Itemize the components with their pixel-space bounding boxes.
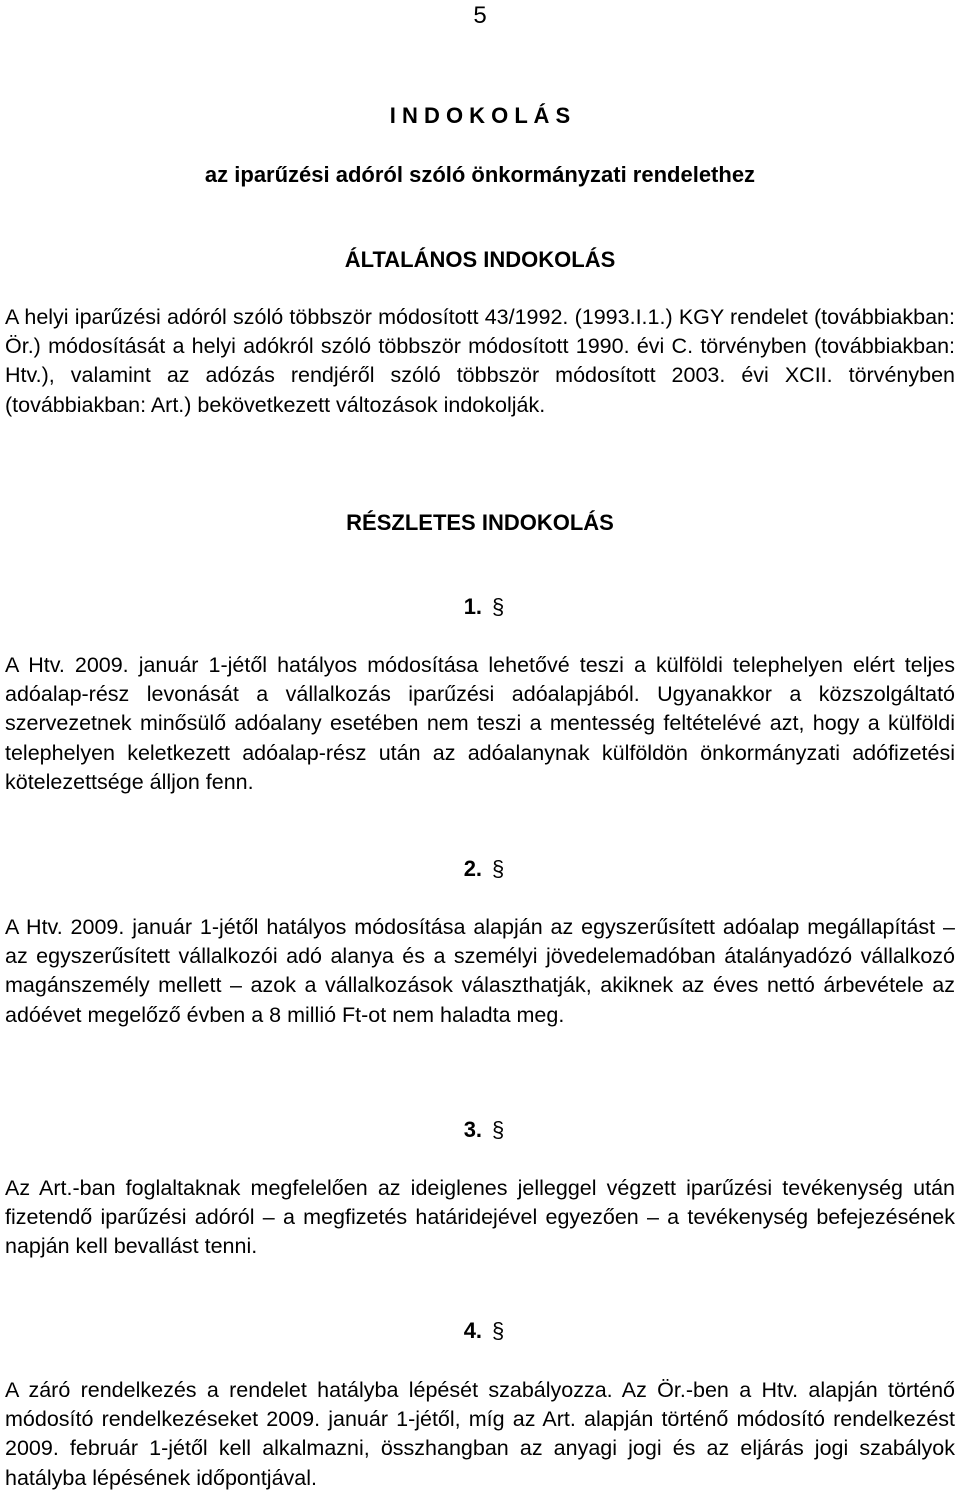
paragraph-sign-icon: § [492,856,505,881]
paragraph-sign-icon: § [492,1318,505,1343]
page-number: 5 [473,2,487,29]
section-4-paragraph: A záró rendelkezés a rendelet hatályba lépését szabályozza. Az Ör.-ben a Htv. alapján történő módosító rendelkezéseket 2009. január 1-jétől, míg az Art. alapján történő módosító rendelkezést 2009. február 1-jétől kell alkalmazni, összhangban az anyagi jogi és az eljárás jogi szabályok hatályba lépésének időpontjával. [5,1378,955,1490]
section-2-paragraph: A Htv. 2009. január 1-jétől hatályos módosítása alapján az egyszerűsített adóalap megállapítást – az egyszerűsített vállalkozói adó alanya és a személyi jövedelemadóban átalányadózó vállalkozó magánszemély mellett – azok a vállalkozások választhatják, akiknek az éves nettó árbevétele az adóévet megelőző évben a 8 millió Ft-ot nem haladta meg. [5,915,955,1027]
general-heading: ÁLTALÁNOS INDOKOLÁS [344,247,616,272]
paragraph-sign-icon: § [492,594,505,619]
section-number: 3. [463,1117,483,1142]
paragraph-sign-icon: § [492,1117,505,1142]
section-1-number [4,594,960,620]
section-number: 2. [463,856,483,881]
detailed-heading: RÉSZLETES INDOKOLÁS [346,510,614,535]
section-4-number [4,1318,960,1344]
general-paragraph: A helyi iparűzési adóról szóló többször módosított 43/1992. (1993.I.1.) KGY rendelet (továbbiakban: Ör.) módosítását a helyi adókról szóló többször módosított 1990. évi C. törvényben (továbbiakban: Htv.), valamint az adózás rendjéről szóló többször módosított 2003. évi XCII. törvényben (továbbiakban: Art.) bekövetkezett változások indokolják. [5,305,955,417]
section-3-number [4,1117,960,1143]
section-2-number [4,856,960,882]
section-3-paragraph: Az Art.-ban foglaltaknak megfelelően az ideiglenes jelleggel végzett iparűzési tevékenység után fizetendő iparűzési adóról – a megfizetés határidejével egyezően – a tevékenység befejezésének napján kell bevallást tenni. [5,1176,955,1259]
section-number: 1. [463,594,483,619]
document-title: I N D O K O L Á S [389,103,571,128]
section-1-paragraph: A Htv. 2009. január 1-jétől hatályos módosítása lehetővé teszi a külföldi telephelyen elért teljes adóalap-rész levonását a vállalkozás iparűzési adóalapjából. Ugyanakkor a közszolgáltató szervezetnek minősülő adóalany esetében nem teszi a mentesség feltételévé azt, hogy a külföldi telephelyen keletkezett adóalap-rész után az adóalanynak külföldön önkormányzati adófizetési kötelezettsége álljon fenn. [5,653,955,794]
document-subtitle: az iparűzési adóról szóló önkormányzati rendelethez [204,162,756,187]
section-number: 4. [463,1318,483,1343]
